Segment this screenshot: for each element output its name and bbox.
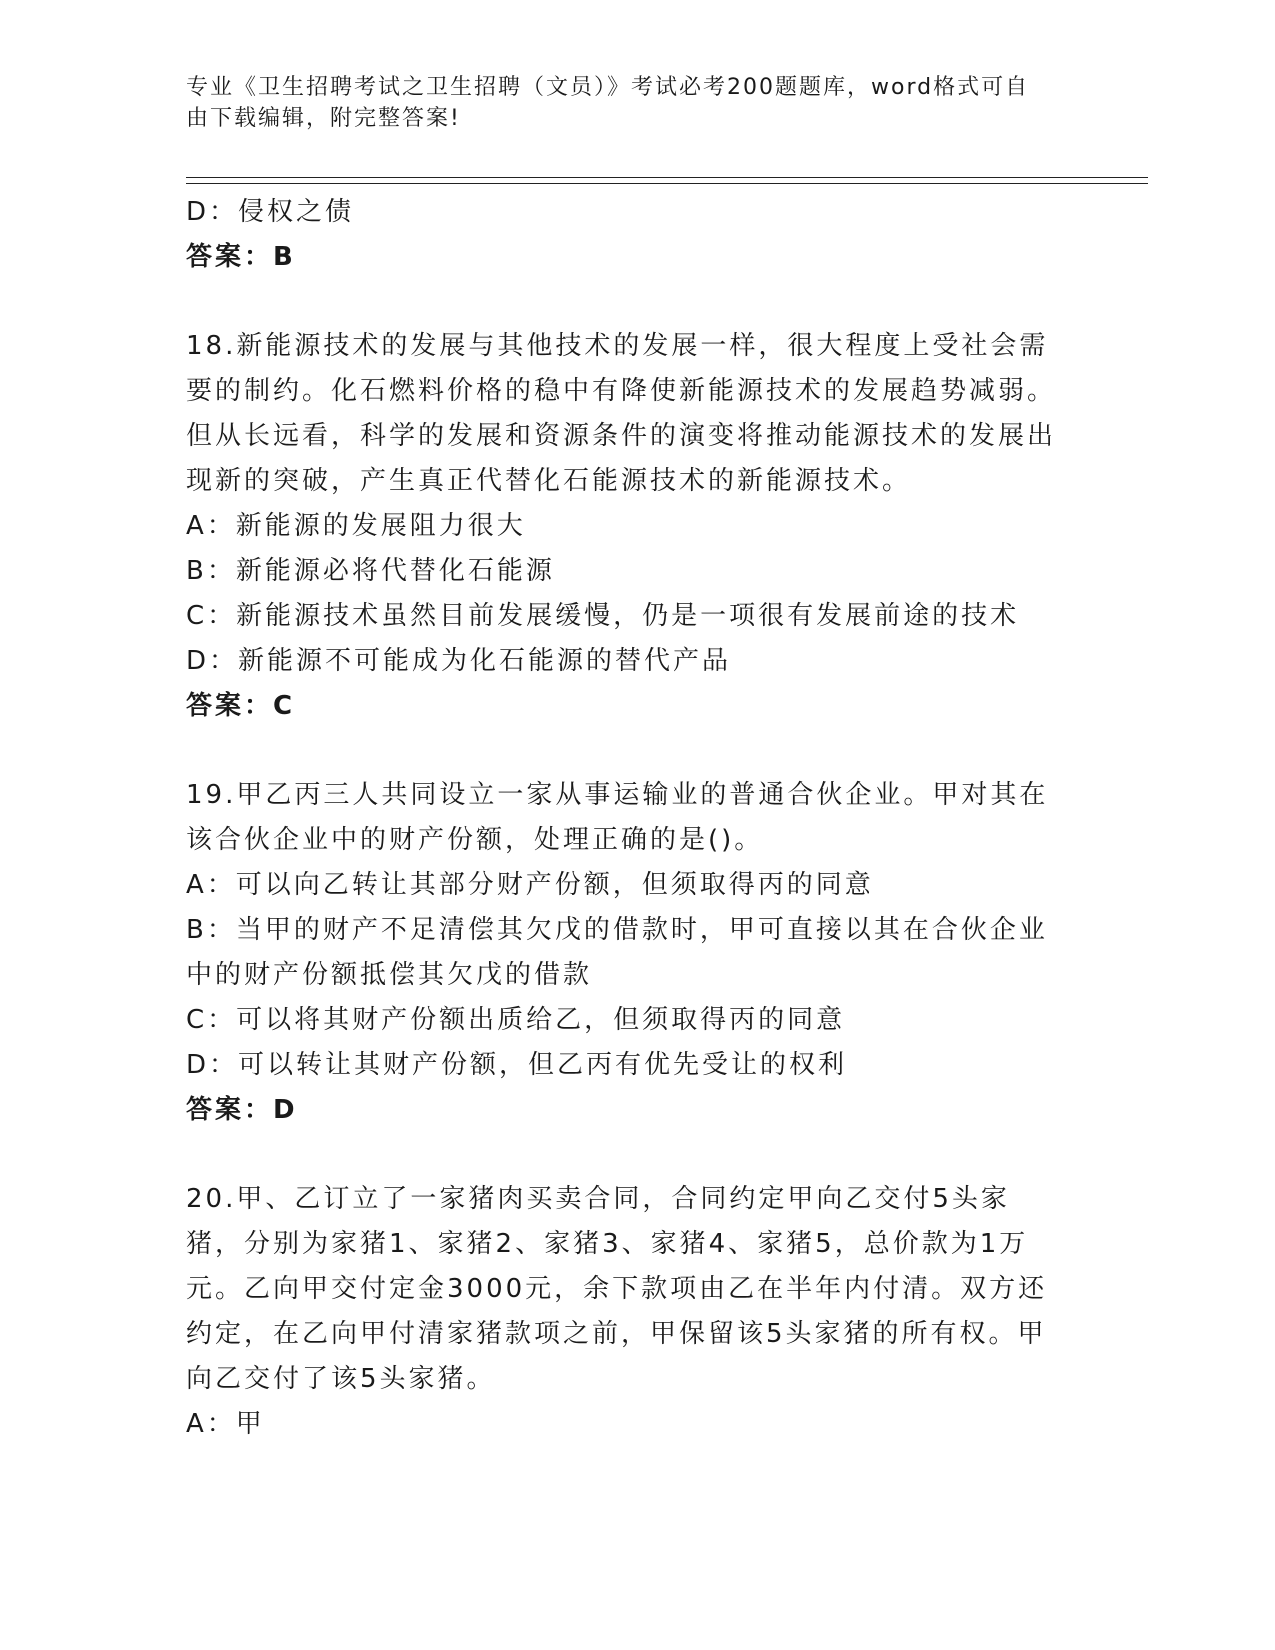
- option-a: A：新能源的发展阻力很大: [186, 511, 526, 541]
- option-d: D：新能源不可能成为化石能源的替代产品: [186, 646, 732, 676]
- option-a: A：甲: [186, 1409, 265, 1439]
- question-stem: 19.甲乙丙三人共同设立一家从事运输业的普通合伙企业。甲对其在该合伙企业中的财产份额，处理正确的是()。: [186, 780, 1049, 855]
- question-18: [186, 324, 1066, 729]
- page-header: [186, 72, 1086, 134]
- document-body: [186, 190, 1066, 1447]
- option-c: C：新能源技术虽然目前发展缓慢，仍是一项很有发展前途的技术: [186, 601, 1020, 631]
- header-divider: [186, 177, 1148, 184]
- answer-line: 答案：B: [186, 242, 296, 272]
- option-a: A：可以向乙转让其部分财产份额，但须取得丙的同意: [186, 870, 874, 900]
- option-b: B：当甲的财产不足清偿其欠戊的借款时，甲可直接以其在合伙企业中的财产份额抵偿其欠戊的借款: [186, 915, 1048, 990]
- question-stem: 20.甲、乙订立了一家猪肉买卖合同，合同约定甲向乙交付5头家猪，分别为家猪1、家猪2、家猪3、家猪4、家猪5，总价款为1万元。乙向甲交付定金3000元，余下款项由乙在半年内付清。双方还约定，在乙向甲付清家猪款项之前，甲保留该5头家猪的所有权。甲向乙交付了该5头家猪。: [186, 1184, 1048, 1394]
- answer-line: 答案：C: [186, 691, 296, 721]
- previous-question-tail: [186, 190, 1066, 280]
- question-stem: 18.新能源技术的发展与其他技术的发展一样，很大程度上受社会需要的制约。化石燃料价格的稳中有降使新能源技术的发展趋势减弱。但从长远看，科学的发展和资源条件的演变将推动能源技术的发展出现新的突破，产生真正代替化石能源技术的新能源技术。: [186, 331, 1057, 496]
- header-line-1: 专业《卫生招聘考试之卫生招聘（文员）》考试必考200题题库，word格式可自: [186, 75, 1030, 100]
- question-20: [186, 1177, 1066, 1447]
- answer-line: 答案：D: [186, 1095, 298, 1125]
- option-b: B：新能源必将代替化石能源: [186, 556, 555, 586]
- option-d: D：可以转让其财产份额，但乙丙有优先受让的权利: [186, 1050, 848, 1080]
- option-c: C：可以将其财产份额出质给乙，但须取得丙的同意: [186, 1005, 846, 1035]
- header-line-2: 由下载编辑，附完整答案!: [186, 106, 461, 131]
- question-19: [186, 773, 1066, 1133]
- option-d: D：侵权之债: [186, 197, 355, 227]
